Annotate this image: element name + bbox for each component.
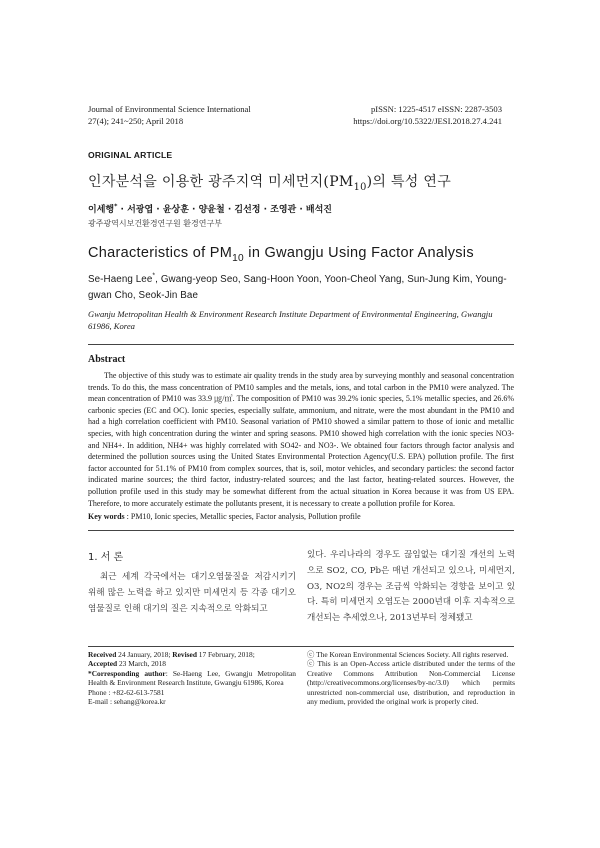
journal-header-left [88, 104, 251, 127]
keywords-text: : PM10, Ionic species, Metallic species, Factor analysis, Pollution profile [124, 512, 361, 521]
english-title [88, 245, 474, 264]
abstract-top-rule [88, 344, 514, 345]
journal-volume: 27(4); 241~250; April 2018 [88, 115, 184, 126]
abstract-text: The objective of this study was to estimate air quality trends in the study area by surveying monthly and seasonal concentration trends. To do this, the mass concentration of PM10 samples and the metals, ions, and total carbon in the PM10 were analyzed. The mean concentration of PM10 was 33.9 ㎍/㎥. The composition of PM10 was 39.2% ionic species, 5.1% metallic species, and 26.6% carbonic species (EC and OC). Ionic species, especially sulfate, ammonium, and nitrate, were the most abundant in the PM10 and had a high correlation coefficient with PM10. Seasonal variation of PM10 showed a similar pattern to those of ionic and metallic species, with high concentration during the winter and spring seasons. PM10 showed high correlation with the ionic species NO3- and NH4+. In addition, NH4+ was highly correlated with SO42- and NO3-. We obtained four factors through factor analysis and determined the pollution sources using the United States Environmental Protection Agency(U.S. EPA) pollution profile. The first factor accounted for 51.1% of PM10 from complex sources, that is, soil, motor vehicles, and secondary particles: the second factor indicated marine sources; the third factor, industry-related sources; and the last factor, heating-related sources. However, the pollution profile used in this study may be somewhat different from the actual situation in Korea because it was from US EPA. Therefore, to more accurately estimate the pollutants present, it is necessary to create a pollution profile for Korea. [88, 371, 514, 508]
intro-column-left [88, 570, 296, 617]
english-corr-mark: * [152, 272, 156, 280]
intro-paragraph-left: 최근 세계 각국에서는 대기오염물질을 저감시키기 위해 많은 노력을 하고 있지만 미세먼지 등 각종 대기오염물질로 인해 대기의 질은 지속적으로 악화되고 [88, 572, 296, 614]
footnote-dates [88, 650, 296, 706]
section-heading-intro: 1. 서 론 [88, 552, 124, 563]
english-title-post: in Gwangju Using Factor Analysis [243, 245, 474, 261]
article-type: ORIGINAL ARTICLE [88, 150, 173, 160]
english-affiliation: Gwanju Metropolitan Health & Environment Research Institute Department of Environmental Engineering, Gwangju 61986, Korea [88, 309, 493, 331]
korean-title [88, 171, 451, 191]
intro-paragraph-right: 있다. 우리나라의 경우도 끊임없는 대기질 개선의 노력으로 SO2, CO, Pb은 매년 개선되고 있으나, 미세먼지, O3, NO2의 경우는 조금씩 악화되는 경향을 보이고 있다. 특히 미세먼지 오염도는 2000년대 이후 지속적으로 개선되는 추세였으나, 2013년부터 정체됐고 [307, 550, 515, 624]
license-notice: ⓒ This is an Open-Access article distributed under the terms of the Creative Commons Attribution Non-Commercial License (http://creativecommons.org/licenses/by-nc/3.0) which permits unrestricted non-commercial use, distribution, and reproduction in any medium, provided the original work is properly cited. [307, 659, 515, 707]
phone: Phone : +82-62-613-7581 [88, 687, 165, 697]
korean-title-post: )의 특성 연구 [366, 174, 452, 190]
english-first-author: Se-Haeng Lee [88, 274, 153, 285]
english-other-authors: , Gwang-yeop Seo, Sang-Hoon Yoon, Yoon-Cheol Yang, Sun-Jung Kim, Young-gwan Cho, Seok-Jin Bae [88, 274, 507, 301]
korean-authors [88, 202, 332, 215]
corresponding-author-label: *Corresponding author [88, 668, 166, 678]
email[interactable]: E-mail : sehang@korea.kr [88, 697, 166, 707]
received-label: Received [88, 650, 117, 659]
footnote-license [307, 650, 515, 706]
korean-first-author: 이세행 [88, 205, 115, 215]
abstract-heading: Abstract [88, 354, 126, 365]
english-authors [88, 272, 514, 304]
doi[interactable]: https://doi.org/10.5322/JESI.2018.27.4.241 [353, 115, 502, 126]
english-title-pre: Characteristics of PM [88, 245, 233, 261]
keywords-label: Key words [88, 512, 125, 521]
copyright-notice: ⓒ The Korean Environmental Sciences Society. All rights reserved. [307, 650, 509, 659]
accepted-label: Accepted [88, 659, 118, 669]
abstract-body [88, 370, 514, 509]
korean-corr-mark: * [114, 203, 118, 210]
revised-label: Revised [172, 650, 197, 659]
english-title-sub: 10 [232, 252, 244, 264]
journal-name: Journal of Environmental Science International [88, 104, 251, 114]
korean-other-authors: · 서광엽 · 윤상훈 · 양윤철 · 김선정 · 조영관 · 배석진 [117, 205, 332, 215]
issn: pISSN: 1225-4517 eISSN: 2287-3503 [370, 104, 502, 114]
keywords-bottom-rule [88, 530, 514, 531]
revised-date: 17 February, 2018; [196, 650, 255, 659]
korean-title-pre: 인자분석을 이용한 광주지역 미세먼지(PM [88, 174, 354, 190]
accepted-date: 23 March, 2018 [117, 659, 166, 669]
keywords [88, 512, 514, 521]
journal-header-right [353, 104, 502, 127]
korean-affiliation: 광주광역시보건환경연구원 환경연구부 [88, 219, 222, 228]
korean-title-sub: 10 [353, 181, 367, 193]
received-date: 24 January, 2018; [116, 650, 173, 659]
intro-column-right [307, 548, 515, 627]
footnote-rule [88, 646, 514, 647]
corresponding-author: : Se-Haeng Lee, Gwangju Metropolitan Health & Environment Research Institute, Gwangju 61986, Korea [88, 668, 296, 688]
